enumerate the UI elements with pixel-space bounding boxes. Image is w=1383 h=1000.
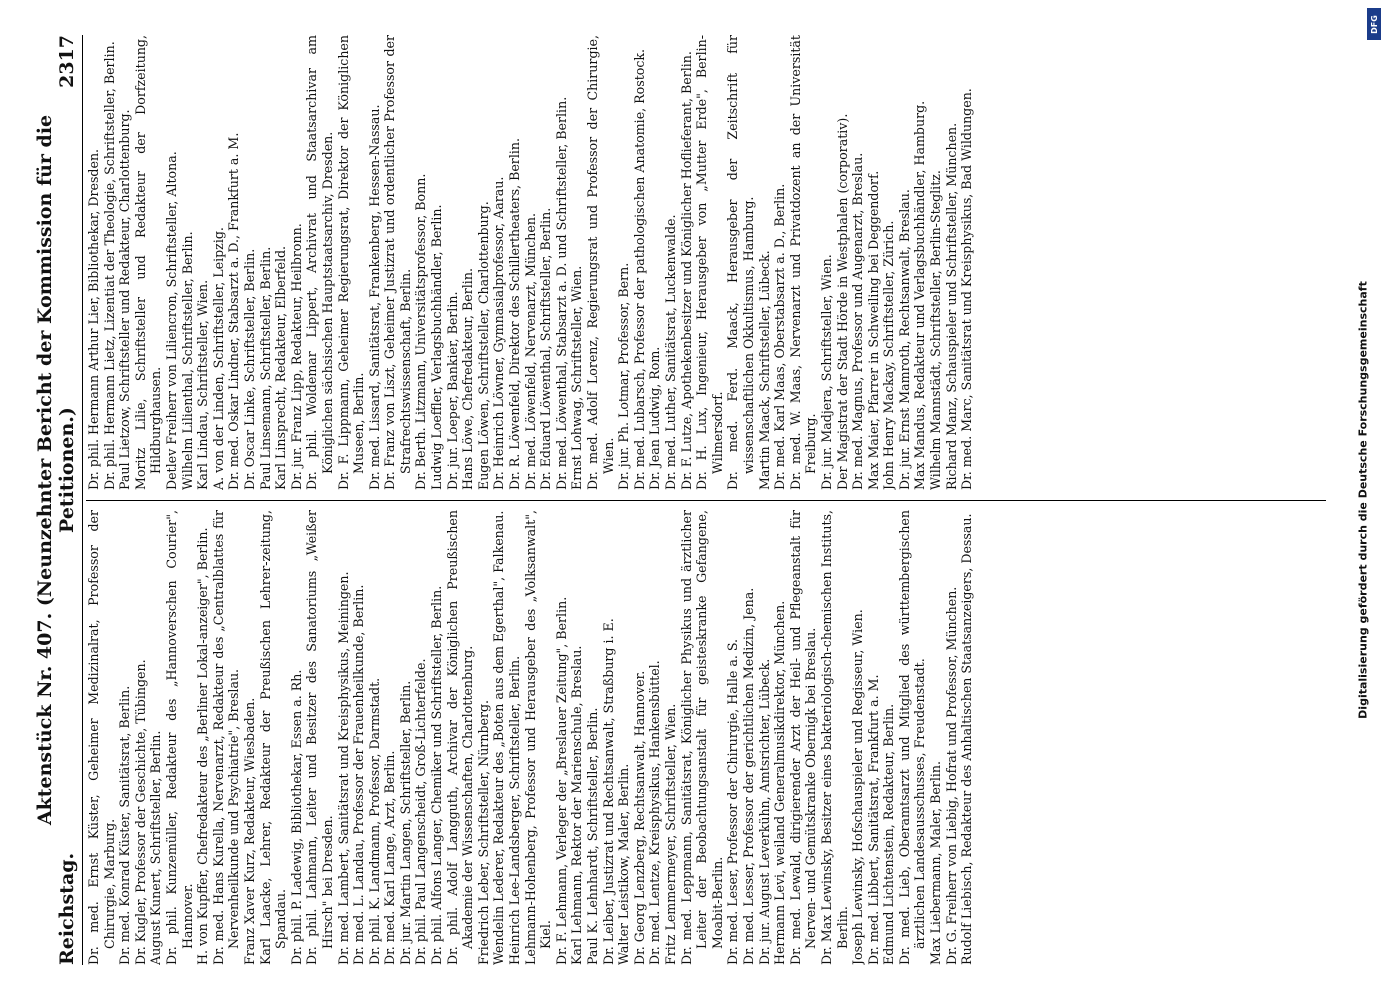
entry: Dr. jur. Madjera, Schriftsteller, Wien. bbox=[818, 254, 834, 490]
entry: Dr. F. Lehmann, Verleger der „Breslauer Zeitung", Berlin. bbox=[553, 596, 569, 965]
entry: Dr. med. Hans Kurella, Nervenarzt, Redakteur des „Centralblattes für Nervenheilkunde und Psychiatrie", Breslau. bbox=[210, 510, 242, 965]
entry: Dr. med. Lubarsch, Professor der pathologischen Anatomie, Rostock. bbox=[631, 48, 647, 490]
column-divider bbox=[86, 500, 1326, 501]
header-title: Aktenstück Nr. 407. (Neunzehnter Bericht der Kommission für die Petitionen.) bbox=[34, 114, 78, 826]
entry: Wilhelm Lilienthal, Schriftsteller, Berlin. bbox=[179, 231, 195, 490]
entry: Edmund Lichtenstein, Redakteur, Berlin. bbox=[881, 703, 897, 965]
entry: Dr. Berth. Litzmann, Universitätsprofessor, Bonn. bbox=[413, 173, 429, 490]
entry: Dr. Kugler, Professor der Geschichte, Tübingen. bbox=[132, 659, 148, 965]
entry: Dr. med. W. Maas, Nervenarzt und Privatdozent an der Universität Freiburg. bbox=[787, 35, 819, 490]
entry: Dr. med. Luther, Sanitätsrat, Luckenwalde. bbox=[662, 214, 678, 490]
entry: Hans Löwe, Chefredakteur, Berlin. bbox=[460, 268, 476, 490]
entry: Dr. phil. K. Landmann, Professor, Darmstadt. bbox=[366, 677, 382, 965]
entry: Wendelin Lederer, Redakteur des „Boten aus dem Egerthal", Falkenau. bbox=[491, 510, 507, 965]
entry: Lehmann-Hohenberg, Professor und Herausgeber des „Volksanwalt", Kiel. bbox=[522, 510, 554, 965]
entry: Friedrich Leber, Schriftsteller, Nürnberg. bbox=[475, 699, 491, 965]
entry: Richard Manz, Schauspieler und Schriftsteller, München. bbox=[943, 122, 959, 490]
entry: Dr. Jean Ludwig, Rom. bbox=[647, 346, 663, 490]
entry: Paul Linsemann, Schriftsteller, Berlin. bbox=[257, 246, 273, 490]
entry: Dr. med. Karl Lange, Arzt, Berlin. bbox=[382, 750, 398, 965]
entry: Dr. jur. Martin Langen, Schriftsteller, Berlin. bbox=[397, 680, 413, 965]
entry: Dr. Eduard Löwenthal, Schriftsteller, Berlin. bbox=[538, 207, 554, 490]
entry: Rudolf Liebisch, Redakteur des Anhaltischen Staatsanzeigers, Dessau. bbox=[959, 513, 975, 965]
entry: Walter Leistikow, Maler, Berlin. bbox=[616, 763, 632, 965]
entry: Dr. med. Ferd. Maack, Herausgeber der Zeitschrift für wissenschaftlichen Okkultismus, Hamburg. bbox=[725, 35, 756, 490]
entry: Paul Lietzow, Schriftsteller und Redakteur, Charlottenburg. bbox=[117, 109, 133, 490]
entry: Dr. phil. Hermann Lietz, Lizentiat der Theologie, Schriftsteller, Berlin. bbox=[101, 41, 117, 490]
entry: August Kunert, Schriftsteller, Berlin. bbox=[148, 730, 164, 965]
entry: H. von Kupffer, Chefredakteur des „Berliner Lokal-anzeiger", Berlin. bbox=[195, 527, 211, 965]
entry: Max Maier, Pfarrer in Schweiling bei Deggendorf. bbox=[865, 170, 881, 490]
entry: Dr. med. Lewald, dirigierender Arzt der Heil- und Pflegeanstalt für Nerven- und Gemütskranke Obernigk bei Breslau. bbox=[787, 510, 819, 965]
page-number: 2317 bbox=[56, 35, 78, 88]
entry: Dr. phil. Kunzemüller, Redakteur des „Hannoverschen Courier", Hannover. bbox=[163, 510, 195, 965]
entry: Dr. med. Libbert, Sanitätsrat, Frankfurt a. M. bbox=[865, 674, 881, 965]
entry: Dr. phil. Hermann Arthur Lier, Bibliothekar, Dresden. bbox=[86, 148, 101, 490]
entry: Dr. phil. Woldemar Lippert, Archivrat und Staatsarchivar am Königlichen sächsischen Hauptstaatsarchiv, Dresden. bbox=[304, 35, 335, 490]
left-column bbox=[86, 510, 1326, 965]
entry: Dr. phil. P. Ladewig, Bibliothekar, Essen a. Rh. bbox=[288, 669, 304, 965]
entry: Joseph Lewinsky, Hofschauspieler und Regisseur, Wien. bbox=[850, 609, 866, 965]
entry: Dr. phil. Paul Langenscheidt, Groß-Lichterfelde. bbox=[413, 658, 429, 965]
entry: Dr. R. Löwenfeld, Direktor des Schillertheaters, Berlin. bbox=[507, 138, 523, 490]
entry: Dr. med. Konrad Küster, Sanitätsrat, Berlin. bbox=[117, 685, 133, 965]
right-column bbox=[86, 35, 1326, 490]
entry: Paul K. Lehnhardt, Schriftsteller, Berlin. bbox=[585, 707, 600, 965]
entry: Franz Xaver Kurz, Redakteur, Wiesbaden. bbox=[241, 697, 257, 965]
entry: Dr. med. Ernst Küster, Geheimer Medizinalrat, Professor der Chirurgie, Marburg. bbox=[86, 510, 117, 965]
entry: Dr. phil. Adolf Langguth, Archivar der Königlichen Preußischen Akademie der Wissenschaften, Charlottenburg. bbox=[444, 510, 476, 965]
entry: Dr. Heinrich Löwner, Gymnasialprofessor, Aarau. bbox=[491, 176, 507, 490]
entry: Dr. phil. Lahmann, Leiter und Besitzer des Sanatoriums „Weißer Hirsch" bei Dresden. bbox=[304, 510, 335, 965]
side-note-text: Digitalisierung gefördert durch die Deutsche Forschungsgemeinschaft bbox=[1356, 281, 1370, 719]
entry: Dr. med. Magnus, Professor und Augenarzt, Breslau. bbox=[850, 152, 866, 490]
entry: Der Magistrat der Stadt Hörde in Westphalen (corporativ). bbox=[834, 113, 850, 490]
entry: Dr. med. Karl Maas, Oberstabsarzt a. D., Berlin. bbox=[772, 183, 788, 490]
entry: Dr. Max Lewinsky, Besitzer eines bakteriologisch-chemischen Instituts, Berlin. bbox=[818, 510, 850, 965]
entry: Dr. med. Lesser, Professor der gerichtlichen Medizin, Jena. bbox=[740, 587, 756, 965]
entry: Dr. H. Lux, Ingenieur, Herausgeber von „Mutter Erde", Berlin-Wilmersdorf. bbox=[694, 35, 725, 490]
dfg-logo-text: DFG bbox=[1369, 14, 1379, 34]
entry: Ernst Lohwag, Schriftsteller, Wien. bbox=[569, 265, 585, 490]
document-page bbox=[34, 35, 1336, 965]
entry: Dr. Franz von Liszt, Geheimer Justizrat und ordentlicher Professor der Strafrechtswissenschaft, Berlin. bbox=[382, 35, 413, 490]
entry: Dr. med. Adolf Lorenz, Regierungsrat und Professor der Chirurgie, Wien. bbox=[585, 35, 616, 490]
entry: Ludwig Loeffler, Verlagsbuchhändler, Berlin. bbox=[429, 204, 445, 490]
entry: Wilhelm Mannstädt, Schriftsteller, Berlin-Steglitz. bbox=[928, 170, 944, 490]
entry: Fritz Lemmermeyer, Schriftsteller, Wien. bbox=[662, 703, 678, 965]
entry: Karl Lindau, Schriftsteller, Wien. bbox=[195, 279, 211, 490]
entry: Detlev Freiherr von Liliencron, Schriftsteller, Altona. bbox=[163, 151, 179, 490]
entry: Eugen Löwen, Schriftsteller, Charlottenburg. bbox=[475, 201, 491, 490]
entry: Karl Lehmann, Rektor der Marienschule, Breslau. bbox=[569, 645, 585, 965]
entry: Martin Maack, Schriftsteller, Lübeck. bbox=[756, 250, 772, 490]
header-left: Reichstag. bbox=[56, 852, 78, 965]
entry: Dr. med. Oskar Lindner, Stabsarzt a. D., Frankfurt a. M. bbox=[226, 132, 242, 490]
entry: Max Mandus, Redakteur und Verlagsbuchhändler, Hamburg. bbox=[912, 100, 928, 490]
entry: Dr. G. Freiherr von Liebig, Hofrat und Professor, München. bbox=[943, 586, 959, 965]
entry: Dr. F. Lippmann, Geheimer Regierungsrat, Direktor der Königlichen Museen, Berlin. bbox=[335, 35, 367, 490]
entry: Dr. med. Löwenthal, Stabsarzt a. D. und Schriftsteller, Berlin. bbox=[553, 96, 569, 490]
entry: Hermann Levi, weiland Generalmusikdirektor, München. bbox=[772, 600, 788, 965]
entry: John Henry Mackay, Schriftsteller, Zürich. bbox=[881, 220, 897, 490]
entry: Dr. jur. Ph. Lotmar, Professor, Bern. bbox=[616, 262, 632, 490]
entry: Karl Laacke, Lehrer, Redakteur der Preußischen Lehrer-zeitung, Spandau. bbox=[257, 510, 289, 965]
entry: Dr. med. Löwenfeld, Nervenarzt, München. bbox=[522, 213, 538, 490]
entry: Dr. med. Lambert, Sanitätsrat und Kreisphysikus, Meiningen. bbox=[335, 571, 351, 965]
entry: Karl Linsprecht, Redakteur, Elberfeld. bbox=[273, 245, 289, 490]
entry: Moritz Lilie, Schriftsteller und Redakteur der Dorfzeitung, Hildburghausen. bbox=[132, 35, 164, 490]
entry: Dr. Oscar Linke, Schriftsteller, Berlin. bbox=[241, 248, 257, 490]
entry: Dr. med. Leppmann, Sanitätsrat, Königlicher Physikus und ärztlicher Leiter der Beobachtungsanstalt für geisteskranke Gefangene, Moabit-Berlin. bbox=[678, 510, 725, 965]
entry: Dr. jur. Ernst Mamroth, Rechtsanwalt, Breslau. bbox=[896, 189, 912, 490]
entry: Dr. phil. Alfons Langer, Chemiker und Schriftsteller, Berlin. bbox=[429, 585, 445, 965]
entry: Dr. med. Marc, Sanitätsrat und Kreisphysikus, Bad Wildungen. bbox=[959, 88, 975, 490]
entry: Dr. med. Lieb, Oberamtsarzt und Mitglied des württembergischen ärztlichen Landesausschusses, Freudenstadt. bbox=[896, 510, 928, 965]
entry: Heinrich Lee-Landsberger, Schriftsteller, Berlin. bbox=[507, 655, 523, 965]
entry: Dr. med. Leser, Professor der Chirurgie, Halle a. S. bbox=[725, 638, 741, 965]
page-header bbox=[34, 35, 83, 965]
entry: Dr. med. Lissard, Sanitätsrat, Frankenberg, Hessen-Nassau. bbox=[366, 104, 382, 490]
entry: Max Liebermann, Maler, Berlin. bbox=[928, 761, 944, 965]
entry: Dr. Georg Lenzberg, Rechtsanwalt, Hannover. bbox=[631, 670, 647, 965]
entry: Dr. F. Lutze, Apothekenbesitzer und Königlicher Hoflieferant, Berlin. bbox=[678, 51, 694, 490]
entry: Dr. jur. Franz Lipp, Redakteur, Heilbronn. bbox=[288, 223, 304, 490]
entry: Dr. Leiber, Justizrat und Rechtsanwalt, Straßburg i. E. bbox=[600, 618, 616, 965]
entry: Dr. jur. August Leverkühn, Amtsrichter, Lübeck. bbox=[756, 658, 772, 965]
entry: Dr. med. L. Landau, Professor der Frauenheilkunde, Berlin. bbox=[351, 584, 367, 965]
entry: Dr. med. Lentze, Kreisphysikus, Hankensbüttel. bbox=[647, 660, 663, 965]
dfg-logo bbox=[1367, 8, 1381, 40]
entry: Dr. jur. Loeper, Bankier, Berlin. bbox=[444, 291, 460, 490]
entry: A. von der Linden, Schriftsteller, Leipzig. bbox=[210, 227, 226, 490]
